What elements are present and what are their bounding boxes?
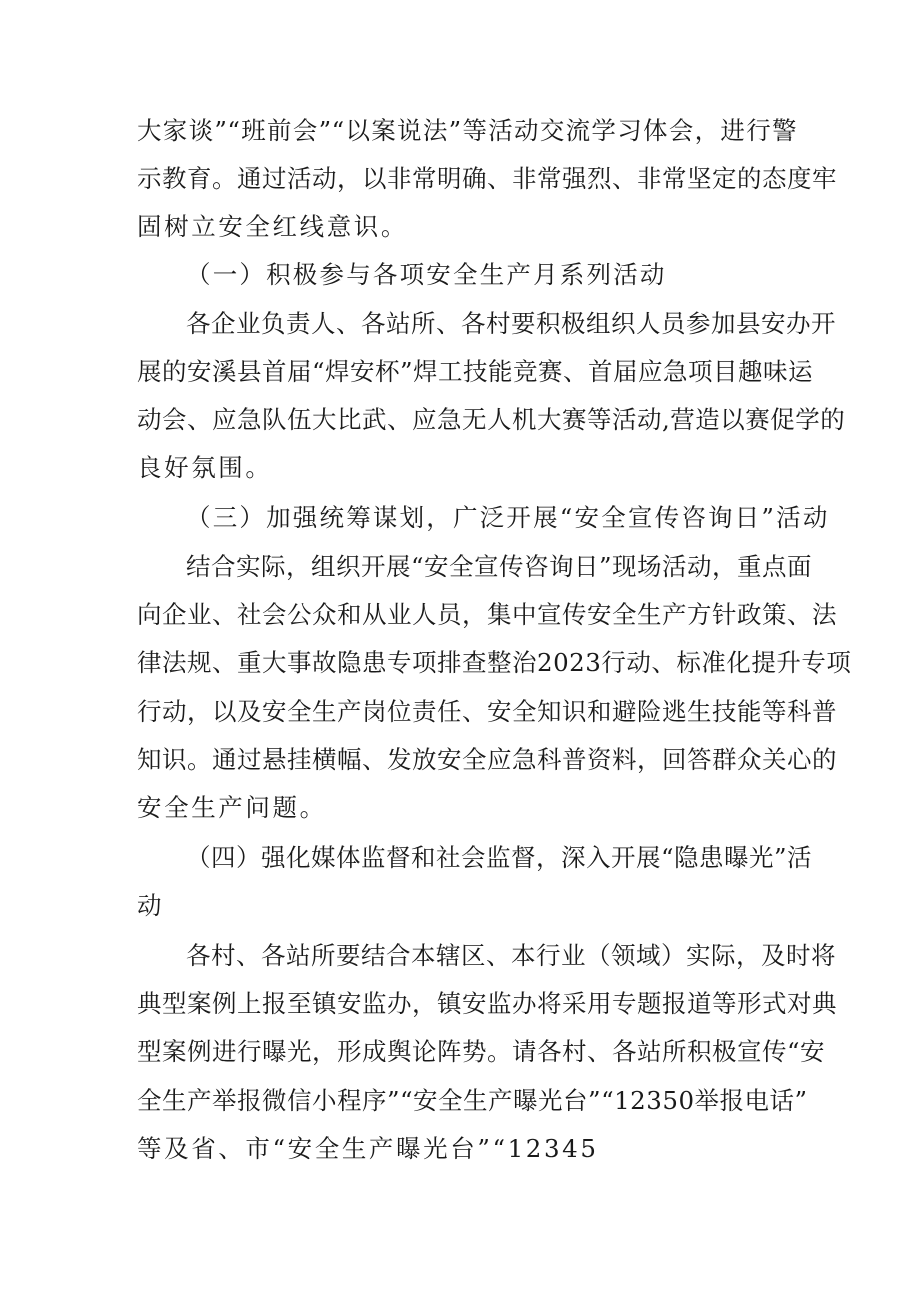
body-text-line: 展的安溪县首届“焊安杯”焊工技能竞赛、首届应急项目趣味运 — [137, 357, 814, 386]
body-text-line: 安全生产问题。 — [137, 793, 327, 822]
body-text-line: 良好氛围。 — [137, 453, 273, 482]
body-text-line: 典型案例上报至镇安监办，镇安监办将采用专题报道等形式对典 — [137, 989, 837, 1018]
body-text-line: 示教育。通过活动，以非常明确、非常强烈、非常坚定的态度牢 — [137, 164, 837, 193]
body-text-line: 全生产举报微信小程序”“安全生产曝光台”“12350举报电话” — [137, 1086, 808, 1115]
section-heading-continued: 动 — [137, 891, 165, 920]
body-text-line: 律法规、重大事故隐患专项排查整治2023行动、标准化提升专项 — [137, 648, 852, 677]
section-heading: （四）强化媒体监督和社会监督，深入开展“隐患曝光”活 — [186, 843, 813, 872]
body-text-line: 固树立安全红线意识。 — [137, 212, 408, 241]
body-text-line: 各村、各站所要结合本辖区、本行业（领域）实际，及时将 — [186, 941, 836, 970]
body-text-line: 结合实际，组织开展“安全宣传咨询日”现场活动，重点面 — [186, 552, 813, 581]
body-text-line: 大家谈”“班前会”“以案说法”等活动交流学习体会，进行警 — [137, 116, 797, 145]
body-text-line: 各企业负责人、各站所、各村要积极组织人员参加县安办开 — [186, 309, 836, 338]
body-text-line: 行动，以及安全生产岗位责任、安全知识和避险逃生技能等科普 — [137, 697, 837, 726]
section-heading: （三）加强统筹谋划，广泛开展“安全宣传咨询日”活动 — [186, 503, 830, 532]
body-text-line: 等及省、市“安全生产曝光台”“12345 — [137, 1134, 599, 1163]
body-text-line: 动会、应急队伍大比武、应急无人机大赛等活动,营造以赛促学的 — [137, 405, 846, 434]
body-text-line: 知识。通过悬挂横幅、发放安全应急科普资料，回答群众关心的 — [137, 745, 837, 774]
body-text-line: 型案例进行曝光，形成舆论阵势。请各村、各站所积极宣传“安 — [137, 1037, 826, 1066]
section-heading: （一）积极参与各项安全生产月系列活动 — [186, 260, 667, 289]
body-text-line: 向企业、社会公众和从业人员，集中宣传安全生产方针政策、法 — [137, 600, 837, 629]
